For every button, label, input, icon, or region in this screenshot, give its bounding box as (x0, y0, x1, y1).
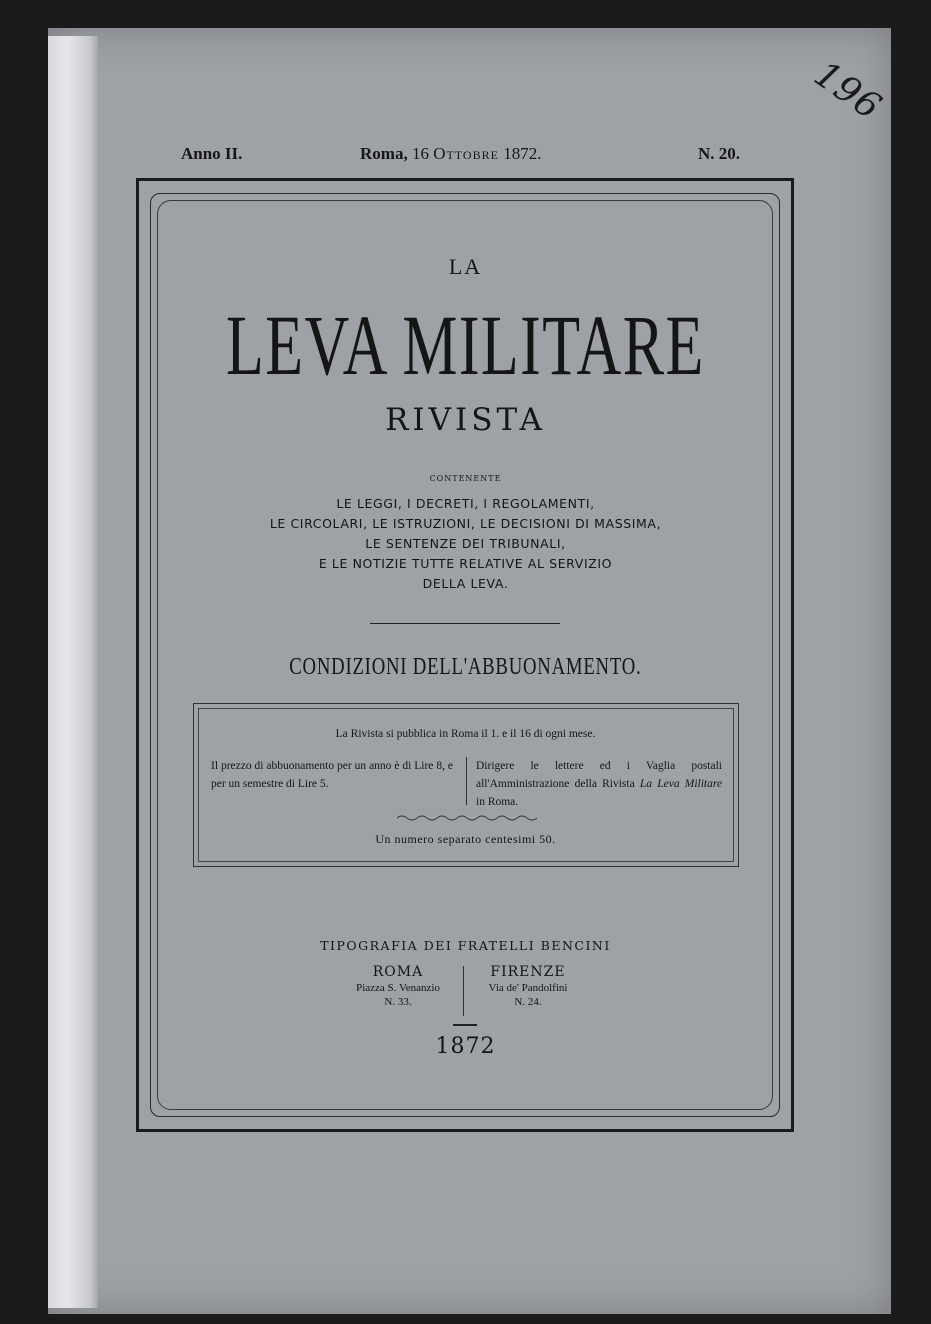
publication-schedule: La Rivista si pubblica in Roma il 1. e il 16 di ogni mese. (335, 728, 596, 740)
printer-roma (336, 964, 460, 1008)
city-number: N. 33. (384, 996, 412, 1008)
printer-firenze (466, 964, 590, 1008)
city-number: N. 24. (514, 996, 542, 1008)
description-line: E LE NOTIZIE TUTTE RELATIVE AL SERVIZIO (318, 556, 613, 571)
wavy-ornament (397, 813, 537, 823)
contents-description (0, 494, 931, 594)
contenente-label: CONTENENTE (429, 474, 502, 483)
issue-number: N. 20. (698, 144, 741, 163)
year-rule (453, 1024, 477, 1026)
binding-spine (48, 36, 98, 1308)
title-article: LA (448, 254, 483, 279)
subscription-price: Il prezzo di abbuonamento per un anno è di Lire 8, e per un semestre di Lire 5. (211, 760, 453, 790)
description-line: LE LEGGI, I DECRETI, I REGOLAMENTI, (336, 496, 595, 511)
city-address: Via de' Pandolfini (488, 982, 568, 994)
volume-year: Anno II. (181, 144, 243, 163)
description-line: LE CIRCOLARI, LE ISTRUZIONI, LE DECISIONI DI MASSIMA, (269, 516, 662, 531)
printer-name: TIPOGRAFIA DEI FRATELLI BENCINI (320, 938, 611, 953)
description-line: DELLA LEVA. (422, 576, 509, 591)
city-divider (463, 966, 464, 1016)
conditions-heading: CONDIZIONI DELL'ABBUONAMENTO. (289, 654, 642, 680)
city-name: FIRENZE (490, 964, 566, 980)
handwritten-page-number: 196 (806, 53, 889, 129)
issue-header (0, 144, 931, 172)
journal-subtitle: RIVISTA (385, 402, 546, 438)
city-address: Piazza S. Venanzio (356, 982, 440, 994)
publication-year: 1872 (435, 1034, 496, 1059)
issue-date: Roma, 16 Ottobre 1872. (360, 144, 542, 163)
divider-rule (370, 623, 560, 624)
city-name: ROMA (372, 964, 424, 980)
box-column-divider (466, 757, 467, 805)
mailing-address: Dirigere le lettere ed i Vaglia postali all'Amministrazione della Rivista La Leva Militare in Roma. (476, 760, 723, 808)
single-issue-price: Un numero separato centesimi 50. (375, 832, 556, 846)
description-line: LE SENTENZE DEI TRIBUNALI, (365, 536, 566, 551)
journal-title: LEVA MILITARE (226, 297, 705, 393)
